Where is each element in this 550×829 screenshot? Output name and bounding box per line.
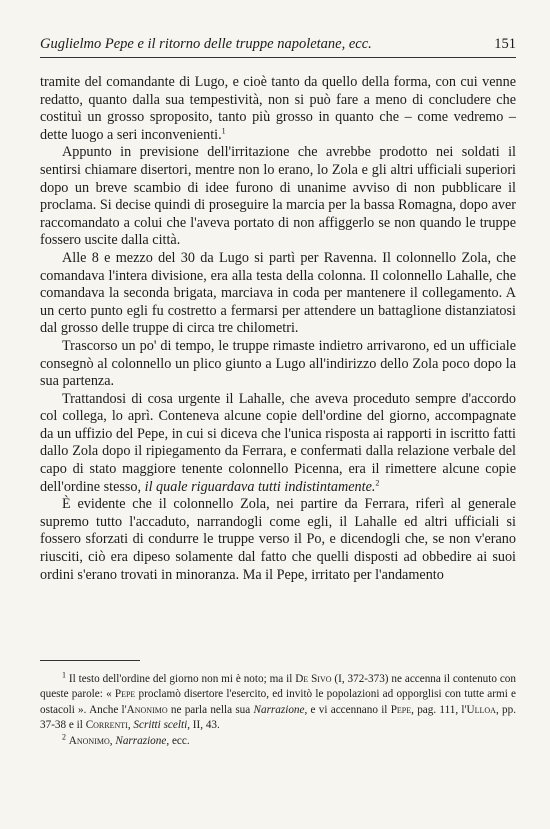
footnote: $^1$ Il testo dell'ordine del giorno non mi è noto; ma il De Sivo (I, 372-373) ne accenna il contenuto con queste parole: « Pepe proclamò disertore l'esercito, ed invitò le popolazioni ad opporglisi con tutte armi e ostacoli ». Anche l'Anonimo ne parla nella sua Narrazione, e vi accennano il Pepe, pag. 111, l'Ulloa, pp. 37-38 e il Correnti, Scritti scelti, II, 43. xyxy=(40,670,517,732)
body-text xyxy=(40,74,516,584)
header-rule xyxy=(40,57,516,58)
footnote-rule xyxy=(40,660,140,661)
paragraph: È evidente che il colonnello Zola, nei partire da Ferrara, riferì al generale supremo tutto l'accaduto, narrandogli come egli, il Lahalle ed altri ufficiali si fossero sforzati di condurre le truppe verso il Po, e dicendogli che, se non v'erano riusciti, ciò era dipeso solamente dal fatto che quelli disposti ad obbedire ai suoi ordini s'erano trovati in minoranza. Ma il Pepe, irritato per l'andamento xyxy=(40,496,516,583)
paragraph: tramite del comandante di Lugo, e cioè tanto da quello della forma, con cui venne redatto, quanto dalla sua tempestività, non si può fare a meno di concludere che costituì un grosso sproposito, tanto più grosso in quanto che – come vedremo – dette luogo a seri inconvenienti.$^1$ xyxy=(40,74,516,143)
footnote-ref: 1 xyxy=(221,126,226,136)
emphasis: il quale riguardava tutti indistintamente. xyxy=(144,478,376,495)
paragraph: Appunto in previsione dell'irritazione che avrebbe prodotto nei soldati il sentirsi chiamare disertori, mentre non lo erano, lo Zola e gli altri ufficiali superiori dopo un breve scambio di idee furono di unanime avviso di non pubblicare il proclama. Si decise quindi di proseguire la marcia per la bassa Romagna, dopo aver raccomandato a colui che l'aveva portato di non affiggerlo se non quando le truppe fossero uscite dalla città. xyxy=(40,144,516,249)
paragraph: Trascorso un po' di tempo, le truppe rimaste indietro arrivarono, ed un ufficiale consegnò al colonnello un plico giunto a Lugo all'indirizzo dello Zola poco dopo la sua partenza. xyxy=(40,337,516,390)
running-title: Guglielmo Pepe e il ritorno delle truppe napoletane, ecc. xyxy=(40,36,372,52)
paragraph: Trattandosi di cosa urgente il Lahalle, che aveva proceduto sempre d'accordo col collega, lo aprì. Conteneva alcune copie dell'ordine del giorno, accompagnate da un uffizio del Pepe, in cui si diceva che l'unica risposta ai rapporti in iscritto fatti dallo Zola dopo il ripiegamento da Ferrara, e confermati dalla relazione verbale del capo di stato maggiore tenente colonnello Picenna, era il rimettere alcune copie dell'ordine stesso, il quale riguardava tutti indistintamente.$^2$ xyxy=(40,390,516,495)
footnote-ref: 2 xyxy=(375,477,380,487)
page-header xyxy=(40,36,516,53)
footnotes xyxy=(40,672,516,749)
footnote: $^2$ Anonimo, Narrazione, ecc. xyxy=(62,731,190,747)
paragraph: Alle 8 e mezzo del 30 da Lugo si partì per Ravenna. Il colonnello Zola, che comandava l'intera divisione, era alla testa della colonna. Il colonnello Lahalle, che comandava la seconda brigata, marciava in coda per mantenere il collegamento. A un certo punto egli fu costretto a fermarsi per attendere un battaglione distanziatosi dal grosso delle truppe di circa tre chilometri. xyxy=(40,249,516,337)
page-number: 151 xyxy=(494,36,516,52)
